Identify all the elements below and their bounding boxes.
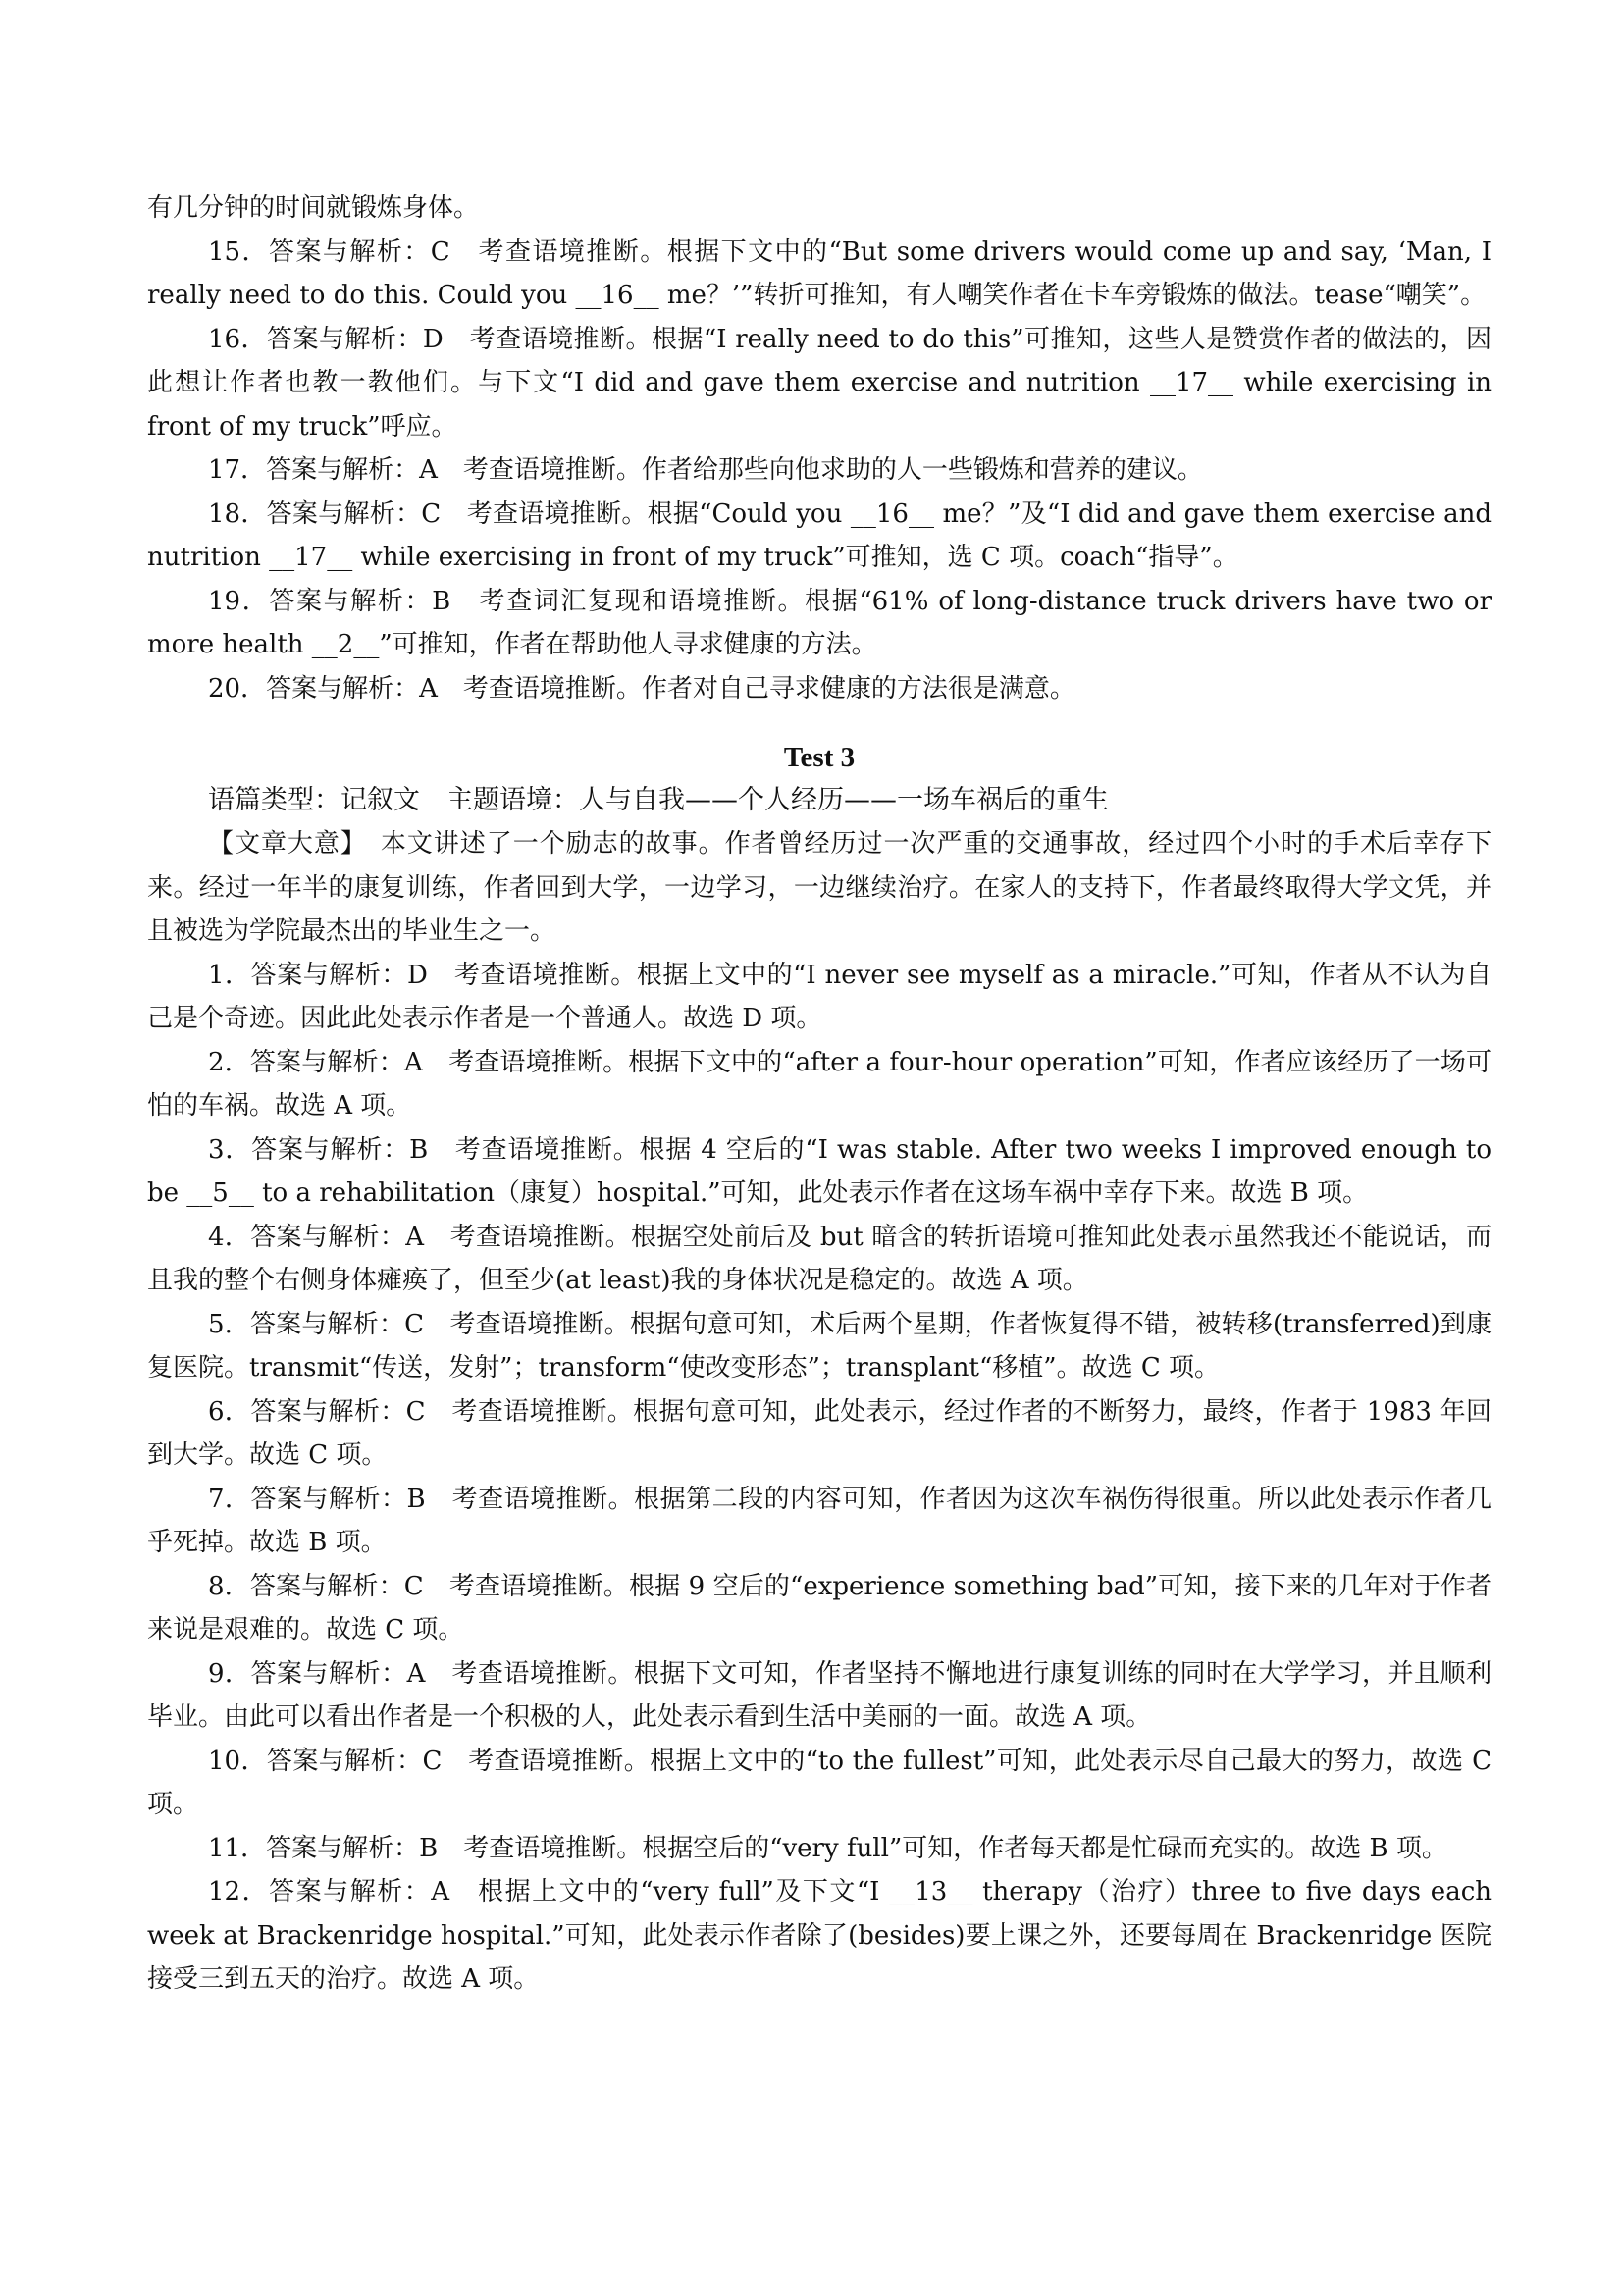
answer-12: 12．答案与解析：A 根据上文中的“very full”及下文“I __13__ therapy（治疗）three to five days each week at Brackenridge hospital.”可知，此处表示作者除了(besides)要上课之外，还要每周在 Brackenridge 医院接受三到五天的治疗。故选 A 项。: [147, 1877, 1492, 1994]
answer-7: 7．答案与解析：B 考查语境推断。根据第二段的内容可知，作者因为这次车祸伤得很重。所以此处表示作者几乎死掉。故选 B 项。: [147, 1484, 1492, 1557]
answer-8: 8．答案与解析：C 考查语境推断。根据 9 空后的“experience something bad”可知，接下来的几年对于作者来说是艰难的。故选 C 项。: [147, 1571, 1492, 1644]
answer-19: 19．答案与解析：B 考查词汇复现和语境推断。根据“61% of long-distance truck drivers have two or more health __2__”可推知，作者在帮助他人寻求健康的方法。: [147, 586, 1492, 659]
answer-9: 9．答案与解析：A 考查语境推断。根据下文可知，作者坚持不懈地进行康复训练的同时在大学学习，并且顺利毕业。由此可以看出作者是一个积极的人，此处表示看到生活中美丽的一面。故选 A 项。: [147, 1658, 1492, 1732]
section-meta: 语篇类型：记叙文 主题语境：人与自我——个人经历——一场车祸后的重生: [208, 785, 1109, 815]
answer-18: 18．答案与解析：C 考查语境推断。根据“Could you __16__ me？”及“I did and gave them exercise and nutrition __17__ while exercising in front of my truck”可推知，选 C 项。coach“指导”。: [147, 498, 1492, 572]
answer-10: 10．答案与解析：C 考查语境推断。根据上文中的“to the fullest”可知，此处表示尽自己最大的努力，故选 C 项。: [147, 1746, 1492, 1819]
answer-1: 1．答案与解析：D 考查语境推断。根据上文中的“I never see myself as a miracle.”可知，作者从不认为自己是个奇迹。因此此处表示作者是一个普通人。故选 D 项。: [147, 960, 1492, 1033]
answer-2: 2．答案与解析：A 考查语境推断。根据下文中的“after a four-hour operation”可知，作者应该经历了一场可怕的车祸。故选 A 项。: [147, 1047, 1492, 1121]
answer-4: 4．答案与解析：A 考查语境推断。根据空处前后及 but 暗含的转折语境可推知此处表示虽然我还不能说话，而且我的整个右侧身体瘫痪了，但至少(at least)我的身体状况是稳定的。故选 A 项。: [147, 1222, 1492, 1295]
answer-3: 3．答案与解析：B 考查语境推断。根据 4 空后的“I was stable. After two weeks I improved enough to be __5__ to a rehabilitation（康复）hospital.”可知，此处表示作者在这场车祸中幸存下来。故选 B 项。: [147, 1134, 1492, 1208]
article-summary: 【文章大意】 本文讲述了一个励志的故事。作者曾经历过一次严重的交通事故，经过四个小时的手术后幸存下来。经过一年半的康复训练，作者回到大学，一边学习，一边继续治疗。在家人的支持下，作者最终取得大学文凭，并且被选为学院最杰出的毕业生之一。: [147, 829, 1492, 946]
section-title: Test 3: [783, 742, 856, 773]
answer-5: 5．答案与解析：C 考查语境推断。根据句意可知，术后两个星期，作者恢复得不错，被转移(transferred)到康复医院。transmit“传送，发射”；transform“使改变形态”；transplant“移植”。故选 C 项。: [147, 1309, 1492, 1383]
answer-6: 6．答案与解析：C 考查语境推断。根据句意可知，此处表示，经过作者的不断努力，最终，作者于 1983 年回到大学。故选 C 项。: [147, 1396, 1492, 1470]
answer-17: 17．答案与解析：A 考查语境推断。作者给那些向他求助的人一些锻炼和营养的建议。: [208, 455, 1203, 485]
paragraph-continued: 有几分钟的时间就锻炼身体。: [147, 193, 480, 223]
answer-20: 20．答案与解析：A 考查语境推断。作者对自己寻求健康的方法很是满意。: [208, 673, 1075, 704]
answer-15: 15．答案与解析：C 考查语境推断。根据下文中的“But some drivers would come up and say, ‘Man, I really need to do this. Could you __16__ me？’”转折可推知，有人嘲笑作者在卡车旁锻炼的做法。tease“嘲笑”。: [147, 236, 1492, 310]
answer-16: 16．答案与解析：D 考查语境推断。根据“I really need to do this”可推知，这些人是赞赏作者的做法的，因此想让作者也教一教他们。与下文“I did and gave them exercise and nutrition __17__ while exercising in front of my truck”呼应。: [147, 324, 1492, 442]
answer-11: 11．答案与解析：B 考查语境推断。根据空后的“very full”可知，作者每天都是忙碌而充实的。故选 B 项。: [208, 1833, 1447, 1863]
document-page: [147, 186, 1492, 2002]
